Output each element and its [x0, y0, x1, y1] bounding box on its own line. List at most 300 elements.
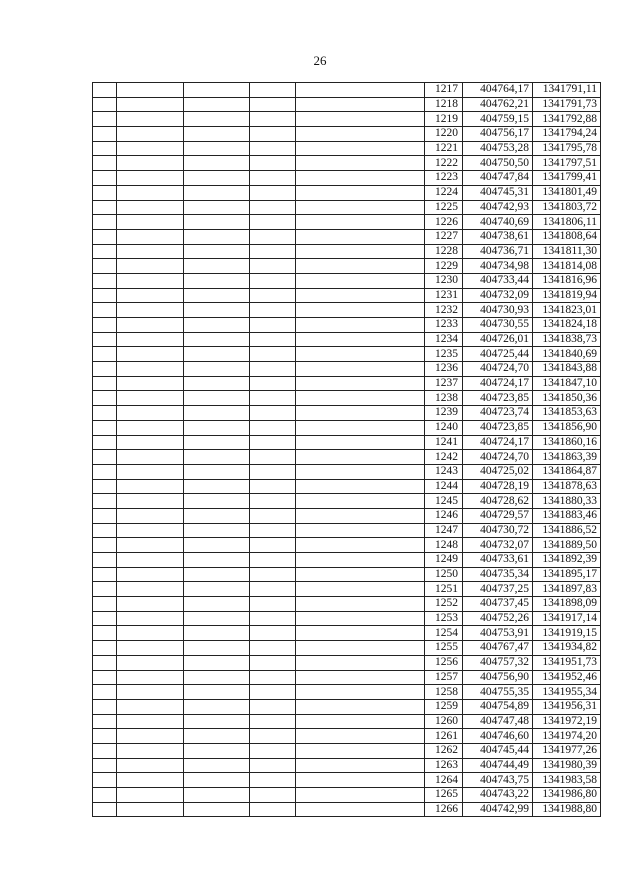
empty-cell	[250, 127, 296, 142]
point-number-cell: 1253	[425, 611, 463, 626]
empty-cell	[184, 567, 250, 582]
empty-cell	[296, 714, 425, 729]
x-coordinate-cell: 404742,93	[463, 200, 533, 215]
x-coordinate-cell: 404740,69	[463, 215, 533, 230]
empty-cell	[117, 244, 184, 259]
table-row	[93, 288, 601, 303]
table-row	[93, 567, 601, 582]
empty-cell	[117, 597, 184, 612]
x-coordinate-cell: 404743,75	[463, 773, 533, 788]
empty-cell	[93, 538, 117, 553]
table-row	[93, 273, 601, 288]
empty-cell	[184, 788, 250, 803]
empty-cell	[250, 83, 296, 98]
empty-cell	[184, 435, 250, 450]
x-coordinate-cell: 404764,17	[463, 83, 533, 98]
x-coordinate-cell: 404759,15	[463, 112, 533, 127]
empty-cell	[93, 670, 117, 685]
empty-cell	[296, 376, 425, 391]
empty-cell	[296, 655, 425, 670]
x-coordinate-cell: 404728,62	[463, 494, 533, 509]
empty-cell	[250, 494, 296, 509]
empty-cell	[296, 171, 425, 186]
empty-cell	[296, 611, 425, 626]
empty-cell	[184, 83, 250, 98]
x-coordinate-cell: 404767,47	[463, 641, 533, 656]
point-number-cell: 1225	[425, 200, 463, 215]
empty-cell	[117, 729, 184, 744]
y-coordinate-cell: 1341794,24	[533, 127, 601, 142]
empty-cell	[93, 450, 117, 465]
point-number-cell: 1247	[425, 523, 463, 538]
x-coordinate-cell: 404732,09	[463, 288, 533, 303]
empty-cell	[93, 773, 117, 788]
empty-cell	[93, 259, 117, 274]
empty-cell	[250, 626, 296, 641]
table-row	[93, 626, 601, 641]
empty-cell	[93, 362, 117, 377]
empty-cell	[117, 156, 184, 171]
empty-cell	[250, 464, 296, 479]
empty-cell	[184, 538, 250, 553]
empty-cell	[117, 127, 184, 142]
empty-cell	[184, 523, 250, 538]
y-coordinate-cell: 1341988,80	[533, 802, 601, 817]
empty-cell	[184, 97, 250, 112]
y-coordinate-cell: 1341792,88	[533, 112, 601, 127]
empty-cell	[296, 318, 425, 333]
empty-cell	[296, 567, 425, 582]
x-coordinate-cell: 404755,35	[463, 685, 533, 700]
empty-cell	[117, 288, 184, 303]
table-row	[93, 171, 601, 186]
empty-cell	[184, 347, 250, 362]
table-row	[93, 83, 601, 98]
point-number-cell: 1219	[425, 112, 463, 127]
x-coordinate-cell: 404726,01	[463, 332, 533, 347]
point-number-cell: 1236	[425, 362, 463, 377]
point-number-cell: 1252	[425, 597, 463, 612]
empty-cell	[250, 171, 296, 186]
point-number-cell: 1249	[425, 553, 463, 568]
empty-cell	[93, 391, 117, 406]
empty-cell	[184, 303, 250, 318]
empty-cell	[184, 391, 250, 406]
point-number-cell: 1237	[425, 376, 463, 391]
empty-cell	[250, 318, 296, 333]
empty-cell	[296, 391, 425, 406]
empty-cell	[250, 259, 296, 274]
empty-cell	[296, 758, 425, 773]
point-number-cell: 1229	[425, 259, 463, 274]
empty-cell	[93, 97, 117, 112]
table-row	[93, 773, 601, 788]
x-coordinate-cell: 404762,21	[463, 97, 533, 112]
empty-cell	[93, 553, 117, 568]
empty-cell	[117, 699, 184, 714]
point-number-cell: 1243	[425, 464, 463, 479]
empty-cell	[117, 553, 184, 568]
empty-cell	[250, 670, 296, 685]
empty-cell	[93, 318, 117, 333]
empty-cell	[184, 802, 250, 817]
empty-cell	[296, 273, 425, 288]
table-row	[93, 538, 601, 553]
empty-cell	[250, 376, 296, 391]
table-row	[93, 699, 601, 714]
empty-cell	[296, 670, 425, 685]
empty-cell	[184, 714, 250, 729]
y-coordinate-cell: 1341853,63	[533, 406, 601, 421]
y-coordinate-cell: 1341847,10	[533, 376, 601, 391]
point-number-cell: 1257	[425, 670, 463, 685]
empty-cell	[296, 464, 425, 479]
empty-cell	[250, 112, 296, 127]
y-coordinate-cell: 1341860,16	[533, 435, 601, 450]
empty-cell	[93, 229, 117, 244]
empty-cell	[117, 406, 184, 421]
y-coordinate-cell: 1341806,11	[533, 215, 601, 230]
table-row	[93, 729, 601, 744]
empty-cell	[93, 303, 117, 318]
empty-cell	[296, 494, 425, 509]
empty-cell	[250, 597, 296, 612]
table-row	[93, 523, 601, 538]
empty-cell	[250, 655, 296, 670]
empty-cell	[93, 567, 117, 582]
point-number-cell: 1239	[425, 406, 463, 421]
x-coordinate-cell: 404728,19	[463, 479, 533, 494]
y-coordinate-cell: 1341977,26	[533, 743, 601, 758]
empty-cell	[250, 244, 296, 259]
y-coordinate-cell: 1341986,80	[533, 788, 601, 803]
y-coordinate-cell: 1341897,83	[533, 582, 601, 597]
empty-cell	[93, 200, 117, 215]
empty-cell	[93, 655, 117, 670]
x-coordinate-cell: 404725,02	[463, 464, 533, 479]
empty-cell	[117, 538, 184, 553]
empty-cell	[250, 362, 296, 377]
table-row	[93, 200, 601, 215]
table-row	[93, 244, 601, 259]
x-coordinate-cell: 404753,28	[463, 141, 533, 156]
empty-cell	[93, 244, 117, 259]
empty-cell	[184, 479, 250, 494]
empty-cell	[117, 420, 184, 435]
y-coordinate-cell: 1341880,33	[533, 494, 601, 509]
empty-cell	[117, 83, 184, 98]
empty-cell	[93, 406, 117, 421]
empty-cell	[250, 773, 296, 788]
empty-cell	[184, 641, 250, 656]
empty-cell	[93, 494, 117, 509]
y-coordinate-cell: 1341856,90	[533, 420, 601, 435]
x-coordinate-cell: 404756,90	[463, 670, 533, 685]
point-number-cell: 1217	[425, 83, 463, 98]
empty-cell	[250, 420, 296, 435]
empty-cell	[296, 685, 425, 700]
empty-cell	[117, 362, 184, 377]
empty-cell	[296, 450, 425, 465]
point-number-cell: 1261	[425, 729, 463, 744]
x-coordinate-cell: 404754,89	[463, 699, 533, 714]
empty-cell	[117, 229, 184, 244]
empty-cell	[250, 450, 296, 465]
empty-cell	[117, 171, 184, 186]
empty-cell	[93, 127, 117, 142]
empty-cell	[296, 538, 425, 553]
point-number-cell: 1226	[425, 215, 463, 230]
x-coordinate-cell: 404736,71	[463, 244, 533, 259]
empty-cell	[184, 215, 250, 230]
table-row	[93, 420, 601, 435]
empty-cell	[93, 641, 117, 656]
empty-cell	[117, 215, 184, 230]
empty-cell	[117, 347, 184, 362]
empty-cell	[93, 215, 117, 230]
empty-cell	[250, 97, 296, 112]
empty-cell	[250, 185, 296, 200]
empty-cell	[296, 729, 425, 744]
empty-cell	[117, 802, 184, 817]
table-row	[93, 185, 601, 200]
table-row	[93, 229, 601, 244]
empty-cell	[93, 185, 117, 200]
empty-cell	[117, 611, 184, 626]
empty-cell	[250, 406, 296, 421]
empty-cell	[296, 229, 425, 244]
point-number-cell: 1259	[425, 699, 463, 714]
empty-cell	[93, 597, 117, 612]
point-number-cell: 1238	[425, 391, 463, 406]
empty-cell	[296, 362, 425, 377]
table-row	[93, 318, 601, 333]
empty-cell	[117, 641, 184, 656]
x-coordinate-cell: 404756,17	[463, 127, 533, 142]
empty-cell	[250, 582, 296, 597]
point-number-cell: 1235	[425, 347, 463, 362]
point-number-cell: 1233	[425, 318, 463, 333]
table-row	[93, 259, 601, 274]
empty-cell	[250, 729, 296, 744]
empty-cell	[184, 773, 250, 788]
x-coordinate-cell: 404746,60	[463, 729, 533, 744]
y-coordinate-cell: 1341972,19	[533, 714, 601, 729]
empty-cell	[184, 318, 250, 333]
y-coordinate-cell: 1341819,94	[533, 288, 601, 303]
y-coordinate-cell: 1341956,31	[533, 699, 601, 714]
empty-cell	[296, 743, 425, 758]
empty-cell	[184, 450, 250, 465]
empty-cell	[250, 347, 296, 362]
empty-cell	[184, 259, 250, 274]
y-coordinate-cell: 1341811,30	[533, 244, 601, 259]
point-number-cell: 1234	[425, 332, 463, 347]
empty-cell	[184, 376, 250, 391]
point-number-cell: 1251	[425, 582, 463, 597]
y-coordinate-cell: 1341955,34	[533, 685, 601, 700]
y-coordinate-cell: 1341974,20	[533, 729, 601, 744]
empty-cell	[296, 802, 425, 817]
x-coordinate-cell: 404744,49	[463, 758, 533, 773]
empty-cell	[117, 758, 184, 773]
point-number-cell: 1242	[425, 450, 463, 465]
table-row	[93, 479, 601, 494]
y-coordinate-cell: 1341791,11	[533, 83, 601, 98]
empty-cell	[250, 611, 296, 626]
empty-cell	[93, 479, 117, 494]
table-row	[93, 156, 601, 171]
point-number-cell: 1264	[425, 773, 463, 788]
empty-cell	[117, 464, 184, 479]
y-coordinate-cell: 1341797,51	[533, 156, 601, 171]
y-coordinate-cell: 1341823,01	[533, 303, 601, 318]
point-number-cell: 1222	[425, 156, 463, 171]
table-row	[93, 758, 601, 773]
y-coordinate-cell: 1341863,39	[533, 450, 601, 465]
empty-cell	[184, 288, 250, 303]
point-number-cell: 1266	[425, 802, 463, 817]
table-row	[93, 332, 601, 347]
point-number-cell: 1248	[425, 538, 463, 553]
point-number-cell: 1223	[425, 171, 463, 186]
table-row	[93, 611, 601, 626]
empty-cell	[296, 479, 425, 494]
empty-cell	[296, 699, 425, 714]
empty-cell	[250, 479, 296, 494]
x-coordinate-cell: 404747,48	[463, 714, 533, 729]
coordinates-table	[92, 82, 601, 817]
empty-cell	[117, 508, 184, 523]
y-coordinate-cell: 1341814,08	[533, 259, 601, 274]
empty-cell	[296, 97, 425, 112]
empty-cell	[250, 273, 296, 288]
empty-cell	[93, 347, 117, 362]
empty-cell	[250, 685, 296, 700]
empty-cell	[93, 332, 117, 347]
empty-cell	[296, 156, 425, 171]
x-coordinate-cell: 404730,72	[463, 523, 533, 538]
empty-cell	[117, 97, 184, 112]
empty-cell	[93, 171, 117, 186]
empty-cell	[250, 156, 296, 171]
empty-cell	[250, 553, 296, 568]
empty-cell	[93, 685, 117, 700]
empty-cell	[296, 788, 425, 803]
empty-cell	[250, 229, 296, 244]
x-coordinate-cell: 404723,85	[463, 391, 533, 406]
x-coordinate-cell: 404732,07	[463, 538, 533, 553]
point-number-cell: 1256	[425, 655, 463, 670]
empty-cell	[296, 83, 425, 98]
x-coordinate-cell: 404753,91	[463, 626, 533, 641]
empty-cell	[250, 788, 296, 803]
x-coordinate-cell: 404742,99	[463, 802, 533, 817]
empty-cell	[93, 464, 117, 479]
empty-cell	[296, 553, 425, 568]
table-row	[93, 347, 601, 362]
empty-cell	[117, 376, 184, 391]
empty-cell	[117, 567, 184, 582]
empty-cell	[296, 523, 425, 538]
table-row	[93, 685, 601, 700]
empty-cell	[93, 699, 117, 714]
y-coordinate-cell: 1341934,82	[533, 641, 601, 656]
empty-cell	[250, 538, 296, 553]
empty-cell	[250, 200, 296, 215]
empty-cell	[93, 288, 117, 303]
y-coordinate-cell: 1341983,58	[533, 773, 601, 788]
table-row	[93, 215, 601, 230]
table-row	[93, 97, 601, 112]
empty-cell	[250, 303, 296, 318]
empty-cell	[93, 626, 117, 641]
y-coordinate-cell: 1341898,09	[533, 597, 601, 612]
empty-cell	[117, 318, 184, 333]
y-coordinate-cell: 1341892,39	[533, 553, 601, 568]
empty-cell	[296, 127, 425, 142]
empty-cell	[184, 508, 250, 523]
empty-cell	[250, 758, 296, 773]
point-number-cell: 1232	[425, 303, 463, 318]
empty-cell	[117, 450, 184, 465]
empty-cell	[117, 185, 184, 200]
table-row	[93, 508, 601, 523]
x-coordinate-cell: 404723,74	[463, 406, 533, 421]
empty-cell	[296, 288, 425, 303]
y-coordinate-cell: 1341850,36	[533, 391, 601, 406]
empty-cell	[93, 273, 117, 288]
empty-cell	[93, 788, 117, 803]
y-coordinate-cell: 1341816,96	[533, 273, 601, 288]
x-coordinate-cell: 404733,61	[463, 553, 533, 568]
table-row	[93, 112, 601, 127]
empty-cell	[184, 185, 250, 200]
empty-cell	[296, 244, 425, 259]
table-row	[93, 127, 601, 142]
table-row	[93, 743, 601, 758]
empty-cell	[296, 185, 425, 200]
y-coordinate-cell: 1341951,73	[533, 655, 601, 670]
empty-cell	[117, 435, 184, 450]
y-coordinate-cell: 1341980,39	[533, 758, 601, 773]
x-coordinate-cell: 404757,32	[463, 655, 533, 670]
empty-cell	[117, 303, 184, 318]
empty-cell	[250, 699, 296, 714]
point-number-cell: 1258	[425, 685, 463, 700]
empty-cell	[250, 641, 296, 656]
x-coordinate-cell: 404750,50	[463, 156, 533, 171]
empty-cell	[184, 112, 250, 127]
table-row	[93, 376, 601, 391]
empty-cell	[93, 611, 117, 626]
point-number-cell: 1227	[425, 229, 463, 244]
y-coordinate-cell: 1341840,69	[533, 347, 601, 362]
empty-cell	[117, 788, 184, 803]
x-coordinate-cell: 404735,34	[463, 567, 533, 582]
point-number-cell: 1230	[425, 273, 463, 288]
empty-cell	[93, 376, 117, 391]
table-row	[93, 464, 601, 479]
table-row	[93, 435, 601, 450]
empty-cell	[117, 259, 184, 274]
table-row	[93, 788, 601, 803]
empty-cell	[117, 200, 184, 215]
x-coordinate-cell: 404724,17	[463, 435, 533, 450]
empty-cell	[296, 508, 425, 523]
point-number-cell: 1250	[425, 567, 463, 582]
y-coordinate-cell: 1341886,52	[533, 523, 601, 538]
